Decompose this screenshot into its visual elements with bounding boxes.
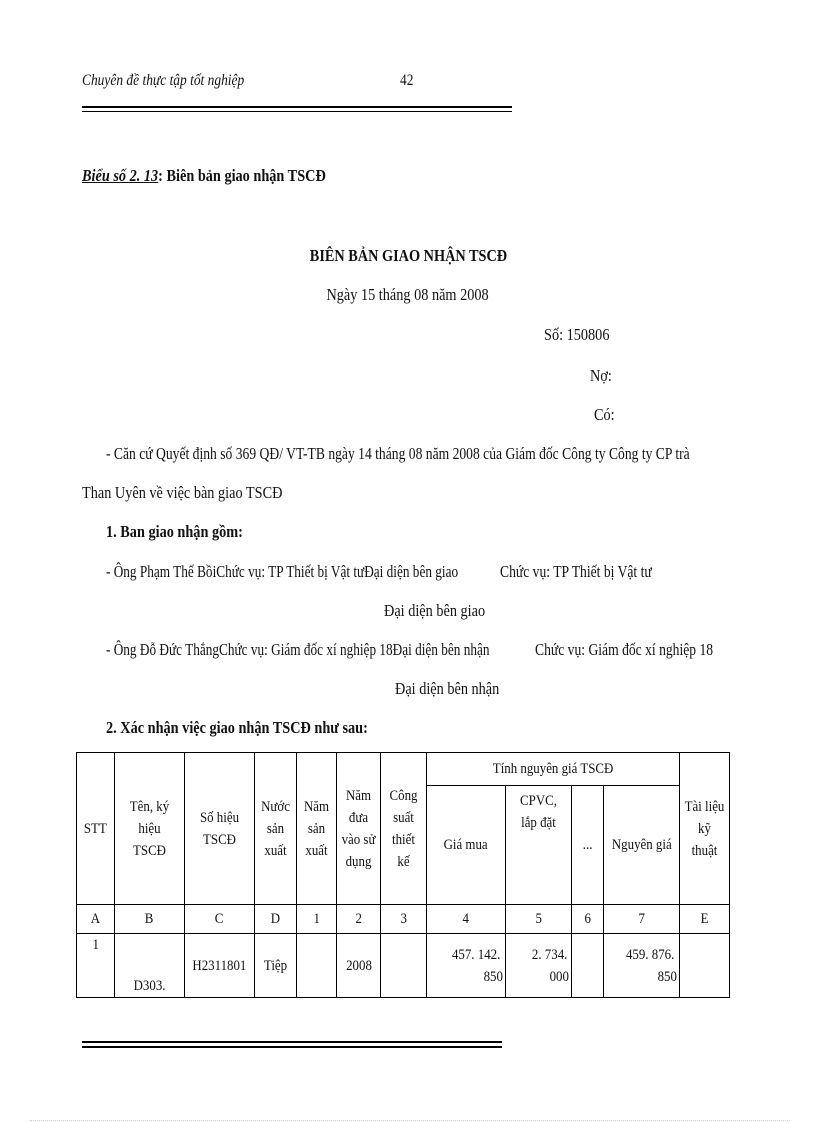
- header-country: Nước sản xuất: [255, 753, 297, 905]
- row-year-made: [297, 934, 337, 998]
- page-edge-dots: [30, 1120, 790, 1121]
- header-asset-code: Số hiệu TSCĐ: [185, 753, 255, 905]
- header-asset-name: Tên, ký hiệu TSCĐ: [115, 753, 185, 905]
- footer-rule-top: [82, 1041, 502, 1043]
- person-1-line: - Ông Phạm Thế BồiChức vụ: TP Thiết bị Vật tưĐại diện bên giao: [106, 562, 459, 581]
- code-cell: C: [185, 905, 255, 934]
- header-original-cost: Nguyên giá: [604, 786, 680, 905]
- page-number: 42: [400, 72, 414, 89]
- document-date: Ngày 15 tháng 08 năm 2008: [326, 285, 490, 304]
- row-year-used: 2008: [337, 934, 381, 998]
- code-cell: D: [255, 905, 297, 934]
- figure-label: Biểu số 2. 13: Biên bản giao nhận TSCĐ: [82, 166, 326, 185]
- header-purchase-price: Giá mua: [427, 786, 506, 905]
- person-1-role: Chức vụ: TP Thiết bị Vật tư: [500, 562, 652, 581]
- header-capacity: Công suất thiết kế: [381, 753, 427, 905]
- section-2-heading: 2. Xác nhận việc giao nhận TSCĐ như sau:: [106, 718, 368, 737]
- header-stt: STT: [77, 753, 115, 905]
- person-1-representative: Đại diện bên giao: [384, 601, 486, 620]
- document-title: BIÊN BẢN GIAO NHẬN TSCĐ: [309, 246, 507, 265]
- code-cell: A: [77, 905, 115, 934]
- person-2-line: - Ông Đỗ Đức ThắngChức vụ: Giám đốc xí nghiệp 18Đại diện bên nhận: [106, 640, 490, 659]
- header-year-made: Năm sản xuất: [297, 753, 337, 905]
- code-cell: 5: [506, 905, 572, 934]
- code-cell: B: [115, 905, 185, 934]
- code-cell: 7: [604, 905, 680, 934]
- credit-label: Có:: [594, 405, 615, 424]
- code-cell: 1: [297, 905, 337, 934]
- code-cell: 4: [427, 905, 506, 934]
- header-transport-install: CPVC, lắp đặt: [506, 786, 572, 905]
- header-cost-group: Tính nguyên giá TSCĐ: [427, 753, 680, 786]
- basis-line-1: - Căn cứ Quyết định số 369 QĐ/ VT-TB ngày 14 tháng 08 năm 2008 của Giám đốc Công ty Công ty CP trà: [106, 444, 690, 463]
- row-transport-install: 2. 734. 000: [506, 934, 572, 998]
- person-2-role: Chức vụ: Giám đốc xí nghiệp 18: [535, 640, 714, 659]
- person-2-representative: Đại diện bên nhận: [395, 679, 500, 698]
- code-cell: 2: [337, 905, 381, 934]
- header-tech-docs: Tài liệu kỹ thuật: [680, 753, 730, 905]
- row-original-cost: 459. 876. 850: [604, 934, 680, 998]
- debit-label: Nợ:: [590, 366, 612, 385]
- row-purchase-price: 457. 142. 850: [427, 934, 506, 998]
- row-capacity: [381, 934, 427, 998]
- document-number: Số: 150806: [544, 325, 610, 344]
- page-header-title: Chuyên đề thực tập tốt nghiệp: [82, 72, 245, 89]
- header-rule-thick: [82, 106, 512, 108]
- section-1-heading: 1. Ban giao nhận gồm:: [106, 522, 243, 541]
- footer-rule-bottom: [82, 1046, 502, 1048]
- row-tech-docs: [680, 934, 730, 998]
- row-other: [572, 934, 604, 998]
- code-cell: 3: [381, 905, 427, 934]
- header-rule-thin: [82, 111, 512, 112]
- asset-table: [76, 752, 730, 998]
- row-country: Tiệp: [255, 934, 297, 998]
- header-year-used: Năm đưa vào sử dụng: [337, 753, 381, 905]
- code-cell: E: [680, 905, 730, 934]
- row-asset-name: D303.: [115, 934, 185, 998]
- row-asset-code: H2311801: [185, 934, 255, 998]
- code-cell: 6: [572, 905, 604, 934]
- header-other: ...: [572, 786, 604, 905]
- row-stt: 1: [77, 934, 115, 998]
- basis-line-2: Than Uyên về việc bàn giao TSCĐ: [82, 483, 283, 502]
